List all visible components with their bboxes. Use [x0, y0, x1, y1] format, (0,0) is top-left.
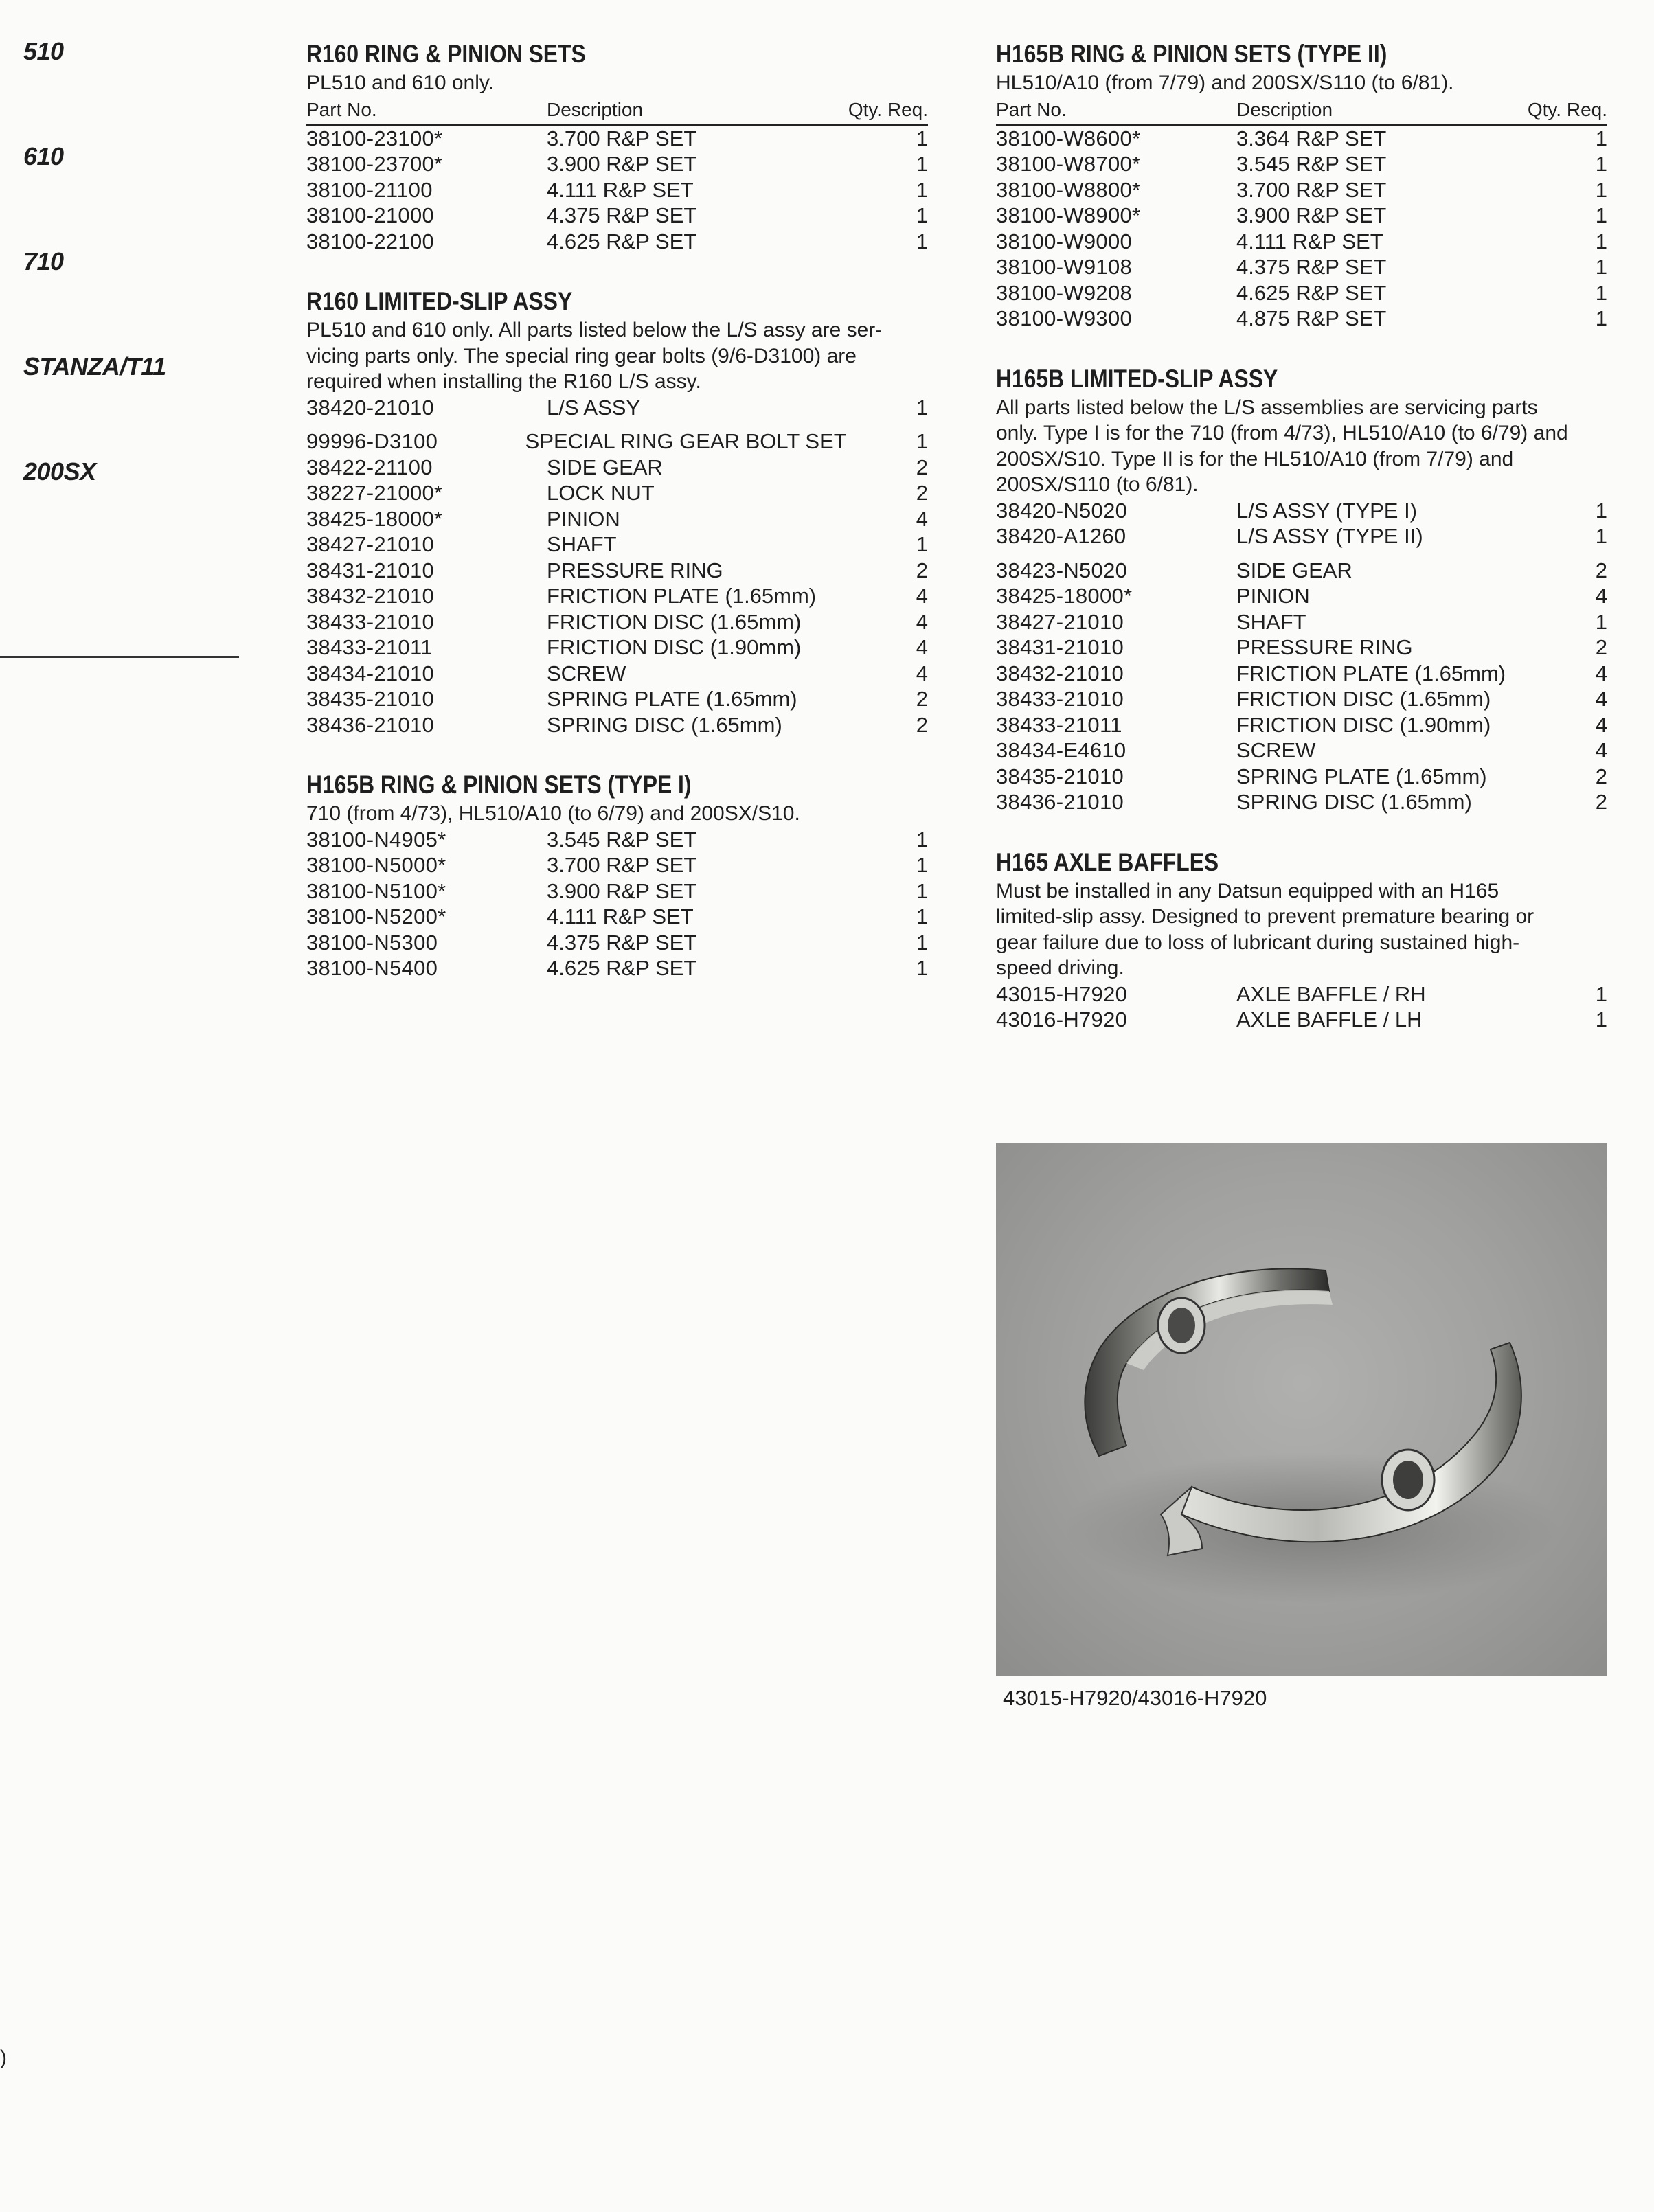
table-row	[306, 712, 928, 738]
section-h165-axle-baffles	[996, 847, 1607, 1033]
description-cell: 4.111 R&P SET	[547, 177, 694, 202]
parts-table	[996, 981, 1607, 1033]
header-part-no: Part No.	[306, 98, 377, 120]
header-qty: Qty. Req.	[1527, 98, 1607, 120]
section-title: R160 RING & PINION SETS	[306, 40, 586, 68]
table-row	[996, 523, 1607, 549]
table-row	[306, 878, 928, 904]
table-row	[306, 480, 928, 506]
description-cell: SPECIAL RING GEAR BOLT SET	[525, 429, 847, 453]
description-cell: SCREW	[547, 661, 626, 685]
description-cell: L/S ASSY (TYPE I)	[1236, 498, 1418, 523]
part-number-cell: 38100-N4905*	[306, 827, 446, 852]
table-row	[306, 126, 928, 152]
part-number-cell: 38420-N5020	[996, 498, 1128, 523]
part-number-cell: 38433-21011	[996, 712, 1122, 737]
quantity-cell: 1	[916, 827, 928, 852]
parts-table-assy	[306, 395, 928, 421]
table-row	[306, 395, 928, 421]
quantity-cell: 1	[916, 853, 928, 877]
note-line: speed driving.	[996, 957, 1124, 979]
quantity-cell: 1	[1595, 203, 1607, 227]
header-description: Description	[547, 98, 644, 120]
part-number-cell: 38100-W8900*	[996, 203, 1141, 227]
part-number-cell: 38100-21100	[306, 177, 433, 202]
quantity-cell: 1	[916, 930, 928, 955]
quantity-cell: 4	[916, 661, 928, 685]
part-number-cell: 38100-W9000	[996, 229, 1133, 253]
table-row	[306, 852, 928, 878]
part-number-cell: 38100-N5000*	[306, 853, 446, 877]
quantity-cell: 1	[916, 429, 928, 453]
part-number-cell: 38432-21010	[306, 584, 435, 608]
table-row	[996, 229, 1607, 255]
quantity-cell: 1	[1595, 280, 1607, 305]
table-row	[996, 151, 1607, 177]
part-number-cell: 38431-21010	[996, 635, 1124, 659]
description-cell: 3.900 R&P SET	[547, 878, 697, 903]
parts-table-assy	[996, 498, 1607, 549]
quantity-cell: 2	[916, 558, 928, 582]
description-cell: SIDE GEAR	[1236, 558, 1352, 582]
quantity-cell: 4	[1595, 661, 1607, 685]
description-cell: SPRING PLATE (1.65mm)	[1236, 764, 1487, 788]
quantity-cell: 1	[1595, 524, 1607, 548]
model-label-510: 510	[23, 37, 64, 65]
table-row	[306, 506, 928, 532]
table-row	[996, 789, 1607, 815]
page-number-fragment: )	[0, 2046, 7, 2069]
table-row	[306, 686, 928, 712]
table-row	[996, 981, 1607, 1007]
note-line: 200SX/S110 (to 6/81).	[996, 473, 1199, 496]
parts-table-service	[306, 429, 928, 738]
quantity-cell: 2	[916, 712, 928, 737]
part-number-cell: 38100-W9208	[996, 280, 1133, 305]
table-row	[996, 558, 1607, 584]
part-number-cell: 38434-21010	[306, 661, 435, 685]
description-cell: FRICTION DISC (1.90mm)	[1236, 712, 1491, 737]
parts-table	[996, 126, 1607, 332]
part-number-cell: 38100-W8700*	[996, 152, 1141, 176]
quantity-cell: 1	[916, 904, 928, 928]
table-row	[996, 203, 1607, 229]
description-cell: 3.900 R&P SET	[1236, 203, 1387, 227]
table-row	[996, 498, 1607, 524]
quantity-cell: 1	[1595, 177, 1607, 202]
table-row	[996, 583, 1607, 609]
description-cell: SHAFT	[1236, 609, 1306, 634]
quantity-cell: 4	[1595, 687, 1607, 711]
section-note	[996, 878, 1607, 981]
description-cell: 4.625 R&P SET	[547, 229, 697, 253]
description-cell: 4.111 R&P SET	[547, 904, 694, 928]
axle-baffle-photo	[996, 1143, 1607, 1676]
part-number-cell: 38100-N5200*	[306, 904, 446, 928]
description-cell: SPRING DISC (1.65mm)	[1236, 790, 1472, 814]
model-nav	[23, 37, 243, 562]
part-number-cell: 99996-D3100	[306, 429, 438, 453]
part-number-cell: 38435-21010	[996, 764, 1124, 788]
description-cell: PINION	[547, 506, 620, 531]
table-row	[996, 177, 1607, 203]
quantity-cell: 4	[916, 584, 928, 608]
quantity-cell: 1	[1595, 306, 1607, 330]
part-number-cell: 38420-21010	[306, 395, 435, 420]
quantity-cell: 1	[916, 229, 928, 253]
quantity-cell: 2	[916, 687, 928, 711]
part-number-cell: 38100-W8800*	[996, 177, 1141, 202]
table-row	[996, 306, 1607, 332]
table-row	[996, 126, 1607, 152]
description-cell: 4.375 R&P SET	[547, 203, 697, 227]
table-row	[306, 558, 928, 584]
part-number-cell: 38420-A1260	[996, 524, 1126, 548]
quantity-cell: 2	[1595, 764, 1607, 788]
section-title: H165 AXLE BAFFLES	[996, 847, 1219, 876]
part-number-cell: 38425-18000*	[996, 584, 1133, 608]
part-number-cell: 38100-W8600*	[996, 126, 1141, 150]
description-cell: FRICTION PLATE (1.65mm)	[547, 584, 817, 608]
quantity-cell: 2	[1595, 558, 1607, 582]
section-note: PL510 and 610 only.	[306, 71, 495, 94]
quantity-cell: 1	[1595, 1007, 1607, 1031]
note-line: Must be installed in any Datsun equipped with an H165	[996, 879, 1499, 902]
part-number-cell: 38100-22100	[306, 229, 435, 253]
description-cell: FRICTION PLATE (1.65mm)	[1236, 661, 1506, 685]
part-number-cell: 38100-W9108	[996, 255, 1133, 279]
description-cell: PRESSURE RING	[1236, 635, 1413, 659]
section-title: R160 LIMITED-SLIP ASSY	[306, 287, 573, 315]
nav-divider	[0, 656, 239, 658]
description-cell: 4.625 R&P SET	[547, 956, 697, 980]
section-note	[996, 395, 1607, 498]
model-label-710: 710	[23, 247, 64, 275]
description-cell: 4.375 R&P SET	[547, 930, 697, 955]
header-description: Description	[1236, 98, 1333, 120]
description-cell: FRICTION DISC (1.65mm)	[1236, 687, 1491, 711]
quantity-cell: 1	[916, 203, 928, 227]
quantity-cell: 1	[916, 177, 928, 202]
part-number-cell: 38436-21010	[996, 790, 1124, 814]
description-cell: SPRING DISC (1.65mm)	[547, 712, 782, 737]
table-row	[996, 635, 1607, 661]
part-number-cell: 38100-W9300	[996, 306, 1133, 330]
description-cell: LOCK NUT	[547, 481, 655, 505]
part-number-cell: 38422-21100	[306, 455, 433, 479]
parts-table	[306, 827, 928, 981]
description-cell: SCREW	[1236, 738, 1316, 762]
part-number-cell: 38431-21010	[306, 558, 435, 582]
description-cell: 3.545 R&P SET	[1236, 152, 1387, 176]
part-number-cell: 38100-23100*	[306, 126, 443, 150]
table-row	[996, 738, 1607, 764]
description-cell: 4.625 R&P SET	[1236, 280, 1387, 305]
table-row	[306, 203, 928, 229]
table-row	[996, 609, 1607, 635]
table-row	[306, 429, 928, 455]
note-line: PL510 and 610 only. All parts listed below the L/S assy are ser-	[306, 319, 883, 341]
quantity-cell: 1	[916, 126, 928, 150]
table-row	[996, 661, 1607, 687]
table-row	[306, 904, 928, 930]
table-row	[996, 764, 1607, 790]
quantity-cell: 1	[1595, 152, 1607, 176]
header-qty: Qty. Req.	[848, 98, 928, 120]
section-title: H165B RING & PINION SETS (TYPE II)	[996, 40, 1387, 68]
quantity-cell: 1	[916, 395, 928, 420]
model-label-stanza: STANZA/T11	[23, 352, 166, 380]
table-row	[306, 930, 928, 956]
header-part-no: Part No.	[996, 98, 1067, 120]
part-number-cell: 38433-21011	[306, 635, 433, 659]
model-label-200sx: 200SX	[23, 457, 96, 486]
section-h165b-type2	[996, 38, 1607, 332]
part-number-cell: 38100-N5400	[306, 956, 438, 980]
section-h165b-type1	[306, 769, 928, 981]
section-r160-limited-slip	[306, 286, 928, 738]
table-row	[306, 532, 928, 558]
table-row	[306, 455, 928, 481]
quantity-cell: 2	[1595, 790, 1607, 814]
parts-table-service	[996, 558, 1607, 815]
description-cell: FRICTION DISC (1.90mm)	[547, 635, 802, 659]
table-row	[306, 229, 928, 255]
description-cell: PRESSURE RING	[547, 558, 723, 582]
part-number-cell: 38435-21010	[306, 687, 435, 711]
description-cell: SPRING PLATE (1.65mm)	[547, 687, 797, 711]
table-row	[306, 827, 928, 853]
part-number-cell: 43015-H7920	[996, 981, 1128, 1006]
description-cell: 3.700 R&P SET	[547, 853, 697, 877]
table-row	[306, 151, 928, 177]
description-cell: 4.375 R&P SET	[1236, 255, 1387, 279]
right-column	[996, 38, 1607, 1064]
photo-caption: 43015-H7920/43016-H7920	[1003, 1686, 1267, 1710]
note-line: vicing parts only. The special ring gear bolts (9/6-D3100) are	[306, 344, 857, 367]
section-note: 710 (from 4/73), HL510/A10 (to 6/79) and 200SX/S10.	[306, 802, 800, 825]
table-row	[996, 686, 1607, 712]
baffle-lh-tube-hole	[1393, 1461, 1423, 1499]
description-cell: 4.875 R&P SET	[1236, 306, 1387, 330]
description-cell: SHAFT	[547, 532, 617, 556]
description-cell: PINION	[1236, 584, 1310, 608]
quantity-cell: 1	[1595, 255, 1607, 279]
description-cell: 3.700 R&P SET	[547, 126, 697, 150]
quantity-cell: 2	[916, 481, 928, 505]
part-number-cell: 38427-21010	[996, 609, 1124, 634]
quantity-cell: 4	[916, 635, 928, 659]
table-row	[996, 254, 1607, 280]
quantity-cell: 1	[1595, 981, 1607, 1006]
description-cell: 3.364 R&P SET	[1236, 126, 1387, 150]
section-note: HL510/A10 (from 7/79) and 200SX/S110 (to 6/81).	[996, 71, 1454, 94]
quantity-cell: 4	[916, 609, 928, 634]
part-number-cell: 38427-21010	[306, 532, 435, 556]
section-h165b-limited-slip	[996, 363, 1607, 815]
table-row	[306, 177, 928, 203]
note-line: All parts listed below the L/S assemblies are servicing parts	[996, 396, 1538, 419]
part-number-cell: 38100-21000	[306, 203, 435, 227]
note-line: limited-slip assy. Designed to prevent premature bearing or	[996, 905, 1534, 928]
table-row	[996, 1007, 1607, 1033]
quantity-cell: 1	[916, 152, 928, 176]
note-line: required when installing the R160 L/S assy.	[306, 370, 701, 393]
quantity-cell: 2	[1595, 635, 1607, 659]
description-cell: L/S ASSY (TYPE II)	[1236, 524, 1423, 548]
parts-table	[306, 126, 928, 255]
description-cell: FRICTION DISC (1.65mm)	[547, 609, 802, 634]
table-row	[996, 280, 1607, 306]
section-note	[306, 317, 928, 395]
table-row	[306, 661, 928, 687]
quantity-cell: 4	[1595, 584, 1607, 608]
part-number-cell: 38227-21000*	[306, 481, 443, 505]
part-number-cell: 38423-N5020	[996, 558, 1128, 582]
table-row	[306, 635, 928, 661]
part-number-cell: 38433-21010	[996, 687, 1124, 711]
part-number-cell: 38100-N5300	[306, 930, 438, 955]
quantity-cell: 1	[1595, 229, 1607, 253]
note-line: gear failure due to loss of lubricant during sustained high-	[996, 931, 1520, 954]
table-row	[306, 583, 928, 609]
left-column	[306, 38, 928, 1013]
quantity-cell: 4	[1595, 738, 1607, 762]
baffle-rh-tube-hole	[1168, 1308, 1195, 1343]
table-header	[306, 98, 928, 126]
quantity-cell: 4	[916, 506, 928, 531]
section-title: H165B LIMITED-SLIP ASSY	[996, 364, 1278, 393]
quantity-cell: 1	[916, 956, 928, 980]
note-line: only. Type I is for the 710 (from 4/73), HL510/A10 (to 6/79) and	[996, 422, 1568, 444]
description-cell: 3.900 R&P SET	[547, 152, 697, 176]
part-number-cell: 38100-23700*	[306, 152, 443, 176]
part-number-cell: 38100-N5100*	[306, 878, 446, 903]
table-row	[306, 609, 928, 635]
description-cell: SIDE GEAR	[547, 455, 663, 479]
description-cell: 3.700 R&P SET	[1236, 177, 1387, 202]
section-r160-ring-pinion	[306, 38, 928, 254]
section-title: H165B RING & PINION SETS (TYPE I)	[306, 771, 692, 799]
model-label-610: 610	[23, 142, 64, 170]
quantity-cell: 4	[1595, 712, 1607, 737]
description-cell: 3.545 R&P SET	[547, 827, 697, 852]
quantity-cell: 1	[1595, 126, 1607, 150]
part-number-cell: 38432-21010	[996, 661, 1124, 685]
description-cell: L/S ASSY	[547, 395, 641, 420]
description-cell: 4.111 R&P SET	[1236, 229, 1383, 253]
part-number-cell: 43016-H7920	[996, 1007, 1128, 1031]
part-number-cell: 38433-21010	[306, 609, 435, 634]
description-cell: AXLE BAFFLE / LH	[1236, 1007, 1423, 1031]
quantity-cell: 1	[1595, 498, 1607, 523]
part-number-cell: 38434-E4610	[996, 738, 1126, 762]
table-row	[996, 712, 1607, 738]
note-line: 200SX/S10. Type II is for the HL510/A10 (from 7/79) and	[996, 447, 1514, 470]
quantity-cell: 1	[1595, 609, 1607, 634]
description-cell: AXLE BAFFLE / RH	[1236, 981, 1426, 1006]
part-number-cell: 38425-18000*	[306, 506, 443, 531]
part-number-cell: 38436-21010	[306, 712, 435, 737]
axle-baffle-illustration	[996, 1143, 1607, 1676]
quantity-cell: 1	[916, 532, 928, 556]
table-header	[996, 98, 1607, 126]
quantity-cell: 2	[916, 455, 928, 479]
quantity-cell: 1	[916, 878, 928, 903]
table-row	[306, 955, 928, 981]
